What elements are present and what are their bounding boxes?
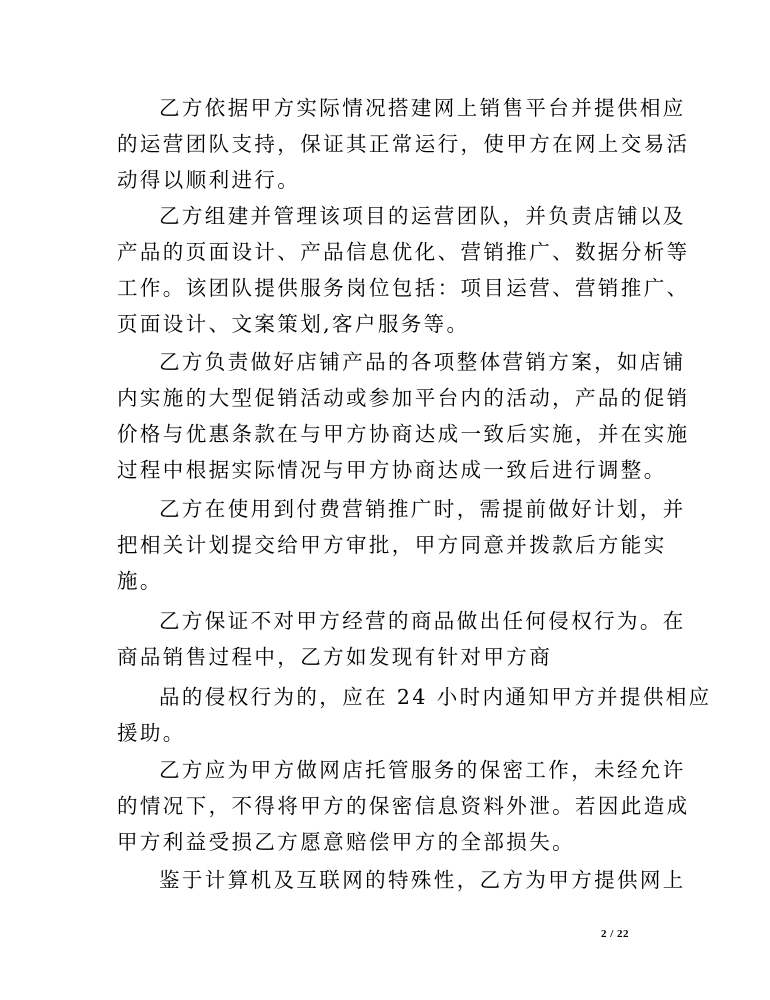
paragraph-7 xyxy=(117,752,690,860)
paragraph-line: 甲方利益受损乙方愿意赔偿甲方的全部损失。 xyxy=(117,830,575,854)
paragraph-line: 品的侵权行为的，应在 24 小时内通知甲方并提供相应 xyxy=(159,685,712,709)
paragraph-4 xyxy=(117,491,686,599)
paragraph-line: 工作。该团队提供服务岗位包括：项目运营、营销推广、 xyxy=(117,276,690,300)
paragraph-line: 乙方应为甲方做网店托管服务的保密工作，未经允许 xyxy=(159,758,686,782)
paragraph-line: 乙方负责做好店铺产品的各项整体营销方案，如店铺 xyxy=(159,350,686,374)
paragraph-line: 乙方组建并管理该项目的运营团队，并负责店铺以及 xyxy=(159,204,686,228)
paragraph-line: 乙方依据甲方实际情况搭建网上销售平台并提供相应 xyxy=(159,96,686,120)
paragraph-line: 的情况下，不得将甲方的保密信息资料外泄。若因此造成 xyxy=(117,794,690,818)
paragraph-line: 鉴于计算机及互联网的特殊性，乙方为甲方提供网上 xyxy=(159,868,686,892)
paragraph-line: 施。 xyxy=(117,569,163,593)
paragraph-3 xyxy=(117,344,690,488)
paragraph-line: 的运营团队支持，保证其正常运行，使甲方在网上交易活 xyxy=(117,132,690,156)
paragraph-line: 价格与优惠条款在与甲方协商达成一致后实施，并在实施 xyxy=(117,422,690,446)
paragraph-5 xyxy=(117,603,686,675)
paragraph-line: 产品的页面设计、产品信息优化、营销推广、数据分析等 xyxy=(117,240,690,264)
paragraph-8 xyxy=(117,862,686,898)
paragraph-line: 乙方保证不对甲方经营的商品做出任何侵权行为。在 xyxy=(159,609,686,633)
paragraph-2 xyxy=(117,198,690,342)
paragraph-6 xyxy=(117,679,712,751)
paragraph-line: 页面设计、文案策划,客户服务等。 xyxy=(117,312,470,336)
paragraph-1 xyxy=(117,90,690,198)
paragraph-line: 动得以顺利进行。 xyxy=(117,168,301,192)
paragraph-line: 商品销售过程中，乙方如发现有针对甲方商 xyxy=(117,645,553,669)
page-number: 2 / 22 xyxy=(601,928,630,940)
paragraph-line: 援助。 xyxy=(117,721,186,745)
paragraph-line: 内实施的大型促销活动或参加平台内的活动，产品的促销 xyxy=(117,386,690,410)
paragraph-line: 把相关计划提交给甲方审批，甲方同意并拨款后方能实 xyxy=(117,533,667,557)
paragraph-line: 乙方在使用到付费营销推广时，需提前做好计划，并 xyxy=(159,497,686,521)
paragraph-line: 过程中根据实际情况与甲方协商达成一致后进行调整。 xyxy=(117,458,667,482)
